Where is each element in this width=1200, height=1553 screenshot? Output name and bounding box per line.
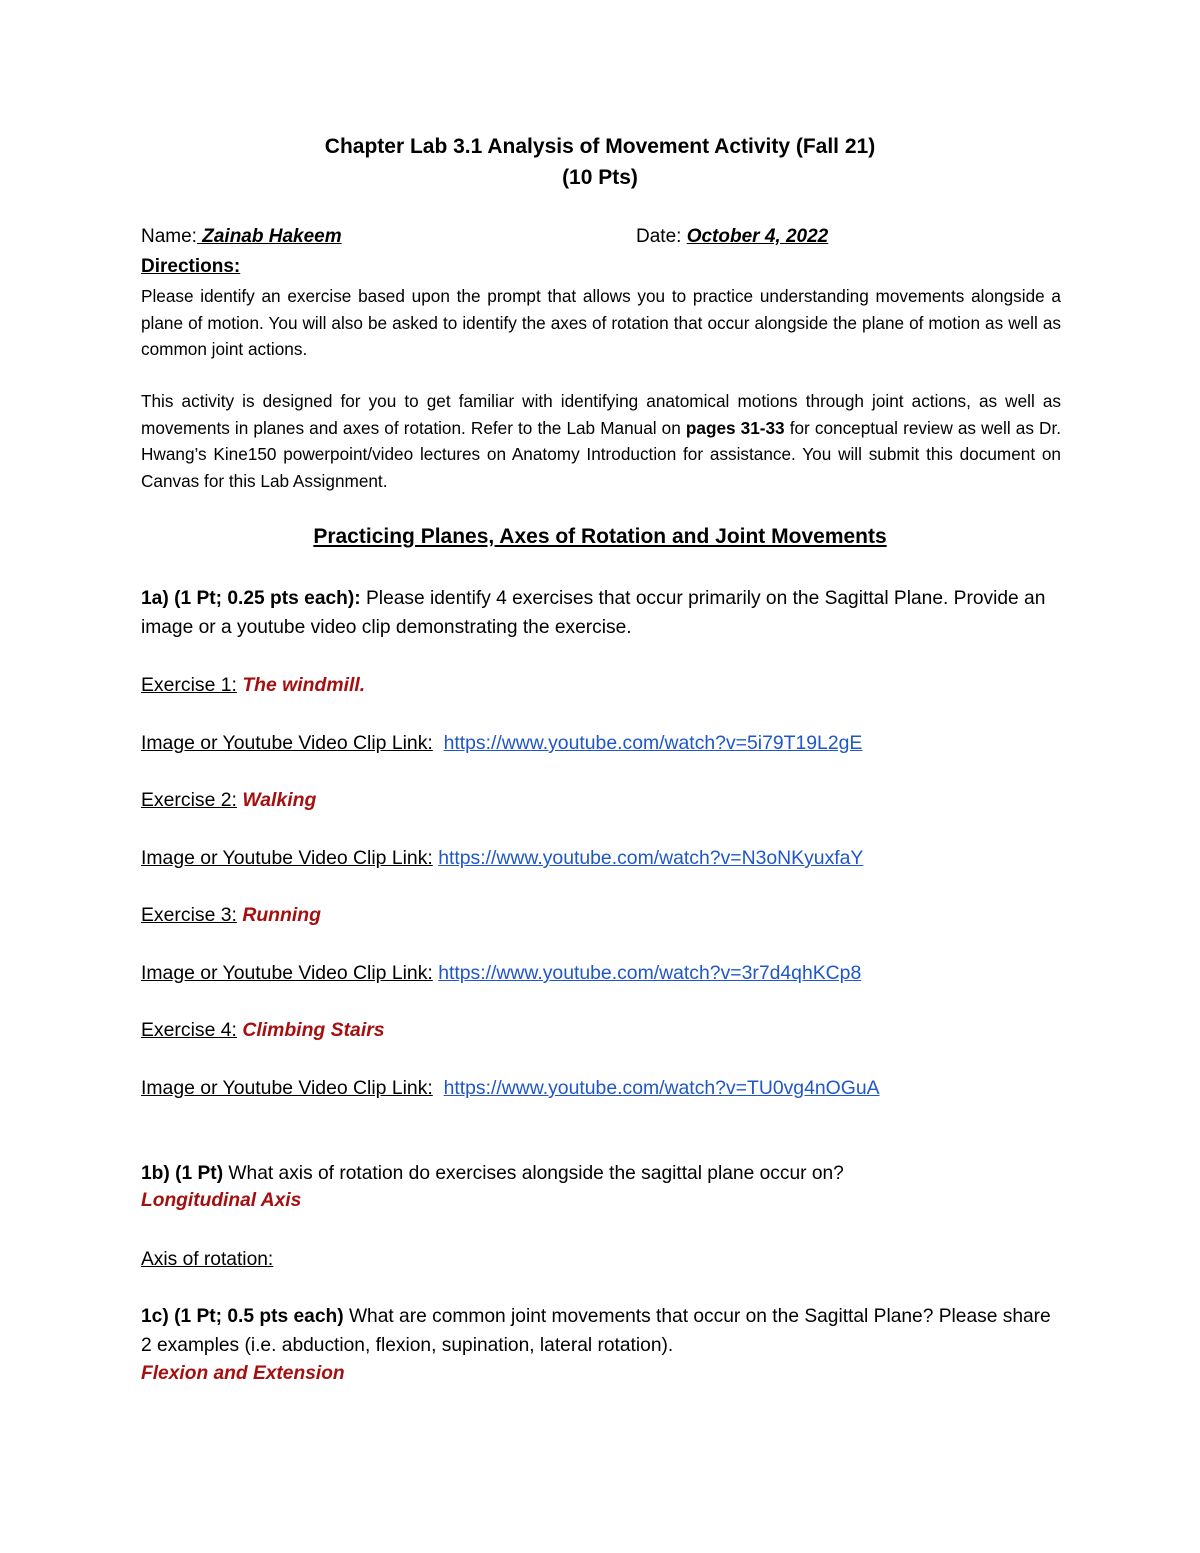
title-line-1: Chapter Lab 3.1 Analysis of Movement Activity (Fall 21) [324,135,876,158]
link-label: Image or Youtube Video Clip Link: [141,732,433,754]
name-label: Name: [141,226,197,247]
activity-text-1: This activity is designed for you to get familiar with identifying anatomical motions through joint actions, as well as movements in planes and axes of rotation. Refer to the Lab Manual on [141,391,1061,438]
exercise-2-link-row [141,844,1061,872]
title-line-2: (10 Pts) [562,166,638,189]
exercise-2-answer: Walking [242,789,317,811]
exercise-4-link-row [141,1074,1061,1102]
question-1b [141,1160,1061,1189]
q1c-answer: Flexion and Extension [141,1363,345,1384]
q1a-text: Please identify 4 exercises that occur primarily on the Sagittal Plane. Provide an image or a youtube video clip demonstrating the exercise. [141,588,1046,638]
exercise-3-label: Exercise 3: [141,904,237,926]
exercise-1-row [141,671,1061,699]
date-value: October 4, 2022 [686,226,829,247]
document-title [0,131,1200,193]
q1c-label: 1c) (1 Pt; 0.5 pts each) [141,1306,344,1327]
exercise-4-label: Exercise 4: [141,1019,237,1041]
exercise-2-row [141,786,1061,814]
exercise-3-row [141,901,1061,929]
exercise-3-link-row [141,959,1061,987]
q1a-label: 1a) (1 Pt; 0.25 pts each): [141,588,361,609]
q1c-text: What are common joint movements that occur on the Sagittal Plane? Please share 2 examples (i.e. abduction, flexion, supination, lateral rotation). [141,1306,1051,1356]
pages-reference: pages 31-33 [685,417,785,438]
directions-label: Directions: [141,256,241,277]
link-label: Image or Youtube Video Clip Link: [141,1077,433,1099]
date-row [636,226,828,248]
exercise-1-link-row [141,729,1061,757]
exercise-1-label: Exercise 1: [141,674,237,696]
q1b-label: 1b) (1 Pt) [141,1163,224,1184]
date-label: Date: [636,226,682,247]
link-label: Image or Youtube Video Clip Link: [141,847,433,869]
exercise-2-label: Exercise 2: [141,789,237,811]
axis-of-rotation-label: Axis of rotation: [141,1249,274,1270]
activity-paragraph [141,388,1061,494]
name-value: Zainab Hakeem [196,226,342,247]
section-heading: Practicing Planes, Axes of Rotation and Joint Movements [313,525,887,548]
question-1c [141,1303,1061,1360]
exercise-3-link[interactable]: https://www.youtube.com/watch?v=3r7d4qhKCp8 [438,962,862,984]
exercise-4-row [141,1016,1061,1044]
exercise-4-answer: Climbing Stairs [242,1019,385,1041]
name-row [141,226,1061,248]
exercise-2-link[interactable]: https://www.youtube.com/watch?v=N3oNKyuxfaY [438,847,864,869]
exercise-3-answer: Running [242,904,321,926]
link-label: Image or Youtube Video Clip Link: [141,962,433,984]
directions-paragraph: Please identify an exercise based upon the prompt that allows you to practice understanding movements alongside a plane of motion. You will also be asked to identify the axes of rotation that occur alongside the plane of motion as well as common joint actions. [141,286,1061,359]
q1b-text: What axis of rotation do exercises alongside the sagittal plane occur on? [223,1163,844,1184]
exercise-1-answer: The windmill. [242,674,366,696]
q1b-answer: Longitudinal Axis [141,1190,302,1211]
activity-text-2: for conceptual review as well as Dr. Hwang’s Kine150 powerpoint/video lectures on Anatomy Introduction for assistance. You will submit this document on Canvas for this Lab Assignment. [141,417,1061,491]
question-1a [141,585,1061,642]
exercise-1-link[interactable]: https://www.youtube.com/watch?v=5i79T19L2gE [443,732,863,754]
exercise-4-link[interactable]: https://www.youtube.com/watch?v=TU0vg4nOGuA [443,1077,880,1099]
